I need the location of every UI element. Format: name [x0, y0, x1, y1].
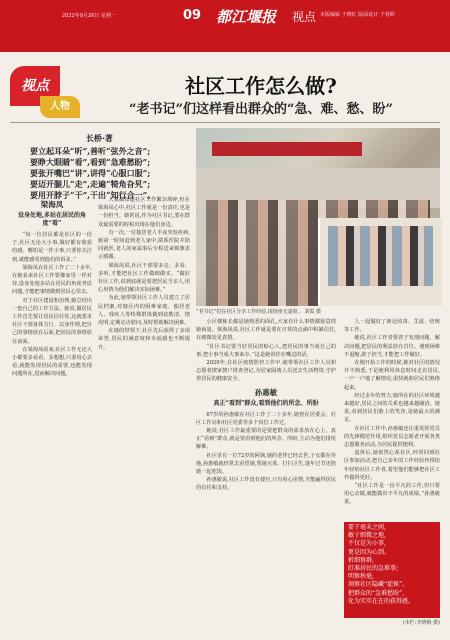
paragraph: 为此,她带领社区工作人员建立了居民档案,对辖区内的困难家庭、独居老人、残疾人等特殊群体做到底数清、情况明,定期走访慰问,及时帮助解决困难。: [98, 295, 190, 327]
paragraph: 孙惠敏说,社区工作没有捷径,只有用心用情,才能赢得居民的信任和支持。: [196, 477, 336, 492]
section-subheading: 真正“看到”群众,看到他们的所念、所盼: [213, 399, 319, 407]
deck-author: 长桥·著: [86, 133, 113, 143]
paragraph: 67岁的孙惠敏在社区工作了二十多年,她曾在居委会、社区工作站和社区党委等多个岗位工作过。: [196, 411, 336, 426]
issue-date: 2022年9月26日 星期一: [62, 13, 116, 19]
verse-line: 更是因为心到。: [348, 548, 391, 556]
deck-line: 要睁大眼睛“看”,看到“急难愁盼”;: [30, 157, 151, 167]
verse-line: 不仅是为小事,: [348, 540, 386, 548]
headline: 社区工作怎么做?: [185, 74, 337, 98]
article-column-3: [196, 318, 336, 632]
section-subheading: 设身处地,多站在居民的角度“看”: [17, 212, 87, 227]
paragraph: 大家都知道社区工作繁杂琐碎,但在梁海凤心中,社区工作就是一份责任,也是一份担当。她常说,作为社区书记,要在群众最需要的时候出现在他们身边。: [98, 197, 190, 228]
paragraph: “社区书记要当好居民的贴心人,把居民的事当成自己的事,把小事当成大事来办。”这是她常挂在嘴边的话。: [196, 343, 336, 358]
news-photo: [196, 128, 440, 306]
verse-line: 析细察群,: [348, 556, 374, 564]
page-number: 09: [183, 8, 202, 23]
subheadline: “老书记”们这样看出群众的“急、难、愁、盼”: [129, 102, 393, 117]
paragraph: 退休后,她依然心系社区,经常回到社区参加活动,把自己多年的工作经验传授给年轻的社区工作者,希望他们能够把社区工作做得更好。: [344, 450, 440, 481]
paragraph: 在梁海凤看来,社区工作无论大小都要多看看、多想想,只要用心去看,就能发现居民的需要,也能发现问题所在,进而解决问题。: [12, 346, 92, 378]
column-logo: [10, 66, 80, 126]
verse-line: 要干毫末之间,: [348, 524, 386, 531]
newspaper-brand: 都江堰报: [216, 8, 277, 26]
paragraph: “社区工作是一份平凡的工作,但只要用心去做,就能做出不平凡的成绩。”孙惠敏说。: [344, 483, 440, 506]
paragraph: 人一起做好了新冠疫苗、艾滋、结核等工作。: [344, 319, 440, 334]
verse-line: 洞察社区隐藏“症候”。: [348, 581, 409, 589]
inset-photo: [318, 218, 442, 306]
verse-line: 把群众的“急难愁盼”,: [348, 589, 405, 597]
divider: [10, 122, 440, 123]
section-name: 视点: [292, 10, 317, 24]
verse-line: 敏于细微之地,: [348, 532, 386, 540]
logo-top-text: 视点: [10, 66, 60, 106]
editors-credit: 本版编辑 于晓红 版面设计 于春辉: [320, 12, 395, 18]
paragraph: 她说,社区工作者要善于发现问题、解决问题,把居民的利益放在首位。遇到困难不退缩,敢于担当,才能把工作做好。: [344, 335, 440, 358]
paragraph: 在她的带领下,社区先后获得了多项荣誉,居民的满意度和幸福感也不断提升。: [98, 328, 190, 351]
paragraph: 在刚开始工作的时候,她对社区的情况并不熟悉,于是她利用休息时间走访居民,一户一户地了解情况,很快就和居民们熟络起来。: [344, 360, 440, 391]
paragraph: 在社区工作中,孙惠敏还注重发挥党员的先锋模范作用,组织党员志愿者开展各类志愿服务活动,为居民提供便利。: [344, 425, 440, 449]
paragraph: 2020年,在社区疫情防控工作中,她带领社区工作人员和志愿者挨家挨户排查登记,为居家隔离人员送去生活物资,守护着居民的健康安全。: [196, 360, 336, 383]
section-heading: 梁海凤: [40, 200, 64, 209]
paragraph: 有一次,一位独居老人半夜突发疾病,她第一时间赶到老人家中,联系医院并陪同就医,老人的家属事后专程送来锦旗表示感谢。: [98, 229, 190, 261]
section-heading: 孙惠敏: [254, 387, 278, 397]
paragraph: 她说,社区工作最重要的是要把群众的需求放在心上。真正“看到”群众,就是要看到他们的所念、所盼,主动为他们排忧解难。: [196, 428, 336, 451]
deck-line: 要立起耳朵“听”,善听“弦外之音”;: [30, 146, 151, 156]
article-column-2: [98, 196, 190, 632]
paragraph: 对于社区建设和治理,她总结出一套自己的工作方法。她说,做居民工作首先要让居民信任你,这就要求社区干部身体力行、以身作则,把自己的事情放在后面,把居民的事情放在前面。: [12, 297, 92, 345]
article-column-4: [344, 318, 440, 518]
paragraph: 经过多年的努力,她所在的社区环境越来越好,居民之间的关系也越来越融洽。她说,看到居民们脸上的笑容,是她最大的满足。: [344, 392, 440, 424]
inset-photo-people: [328, 226, 433, 286]
verse-box: [344, 522, 440, 618]
paragraph: 梁海凤说,社区干部要多走、多看、多听,才能把社区工作做细做实。“做好社区工作,说到底就是要把居民当亲人,用心用情为他们解决实际困难。”: [98, 262, 190, 294]
deck-line: 要张开嘴巴“讲”,讲得“心服口服”;: [30, 168, 151, 178]
logo-bottom-text: 人物: [40, 96, 80, 118]
paragraph: 小区楼栋长都是她熟悉的面孔,大家有什么事情都愿意找她商量。梁海凤说,社区工作就是要在日常的点滴中积累信任,在细微处见真情。: [196, 319, 336, 342]
paragraph: “每一位居民都是社区的一份子,社区无论大小事,做好都有收获的感。哪怕是一件小事,只要你关注到,就能感受到他们的诉求。”: [12, 232, 92, 263]
verse-line: 明察秋毫,: [348, 573, 374, 581]
photo-credit: (本栏:李晓梅 摄): [402, 620, 440, 626]
masthead: [0, 0, 450, 52]
verse-line: 化为实实在在的获得感。: [348, 597, 415, 605]
photo-banner: [212, 142, 362, 156]
verse-line: 盯准居民的急难事;: [348, 565, 399, 573]
photo-caption: “老书记”们在社区分享工作经验,现场座无虚席。 刘霞 摄: [196, 309, 321, 315]
paragraph: 梁海凤在社区工作了二十多年,在她看来社区工作要像家里一样对待,设身处地多站在居民的角度考虑问题,才能把事情做到居民心里去。: [12, 264, 92, 296]
paragraph: 社区里有一位72岁的阿姨,她的老伴已经去世,子女都在外地,孙惠敏就经常去看望她,帮她买菜、打扫卫生,逢年过节还陪她一起吃饭。: [196, 452, 336, 476]
deck-box: [12, 133, 182, 201]
article-column-1: [12, 196, 92, 632]
deck-line: 要迈开腿儿“走”,走遍“犄角旮旯”;: [30, 179, 151, 189]
deck-line: 要用开脖子“干”,干出“知行合一”。: [30, 190, 156, 200]
